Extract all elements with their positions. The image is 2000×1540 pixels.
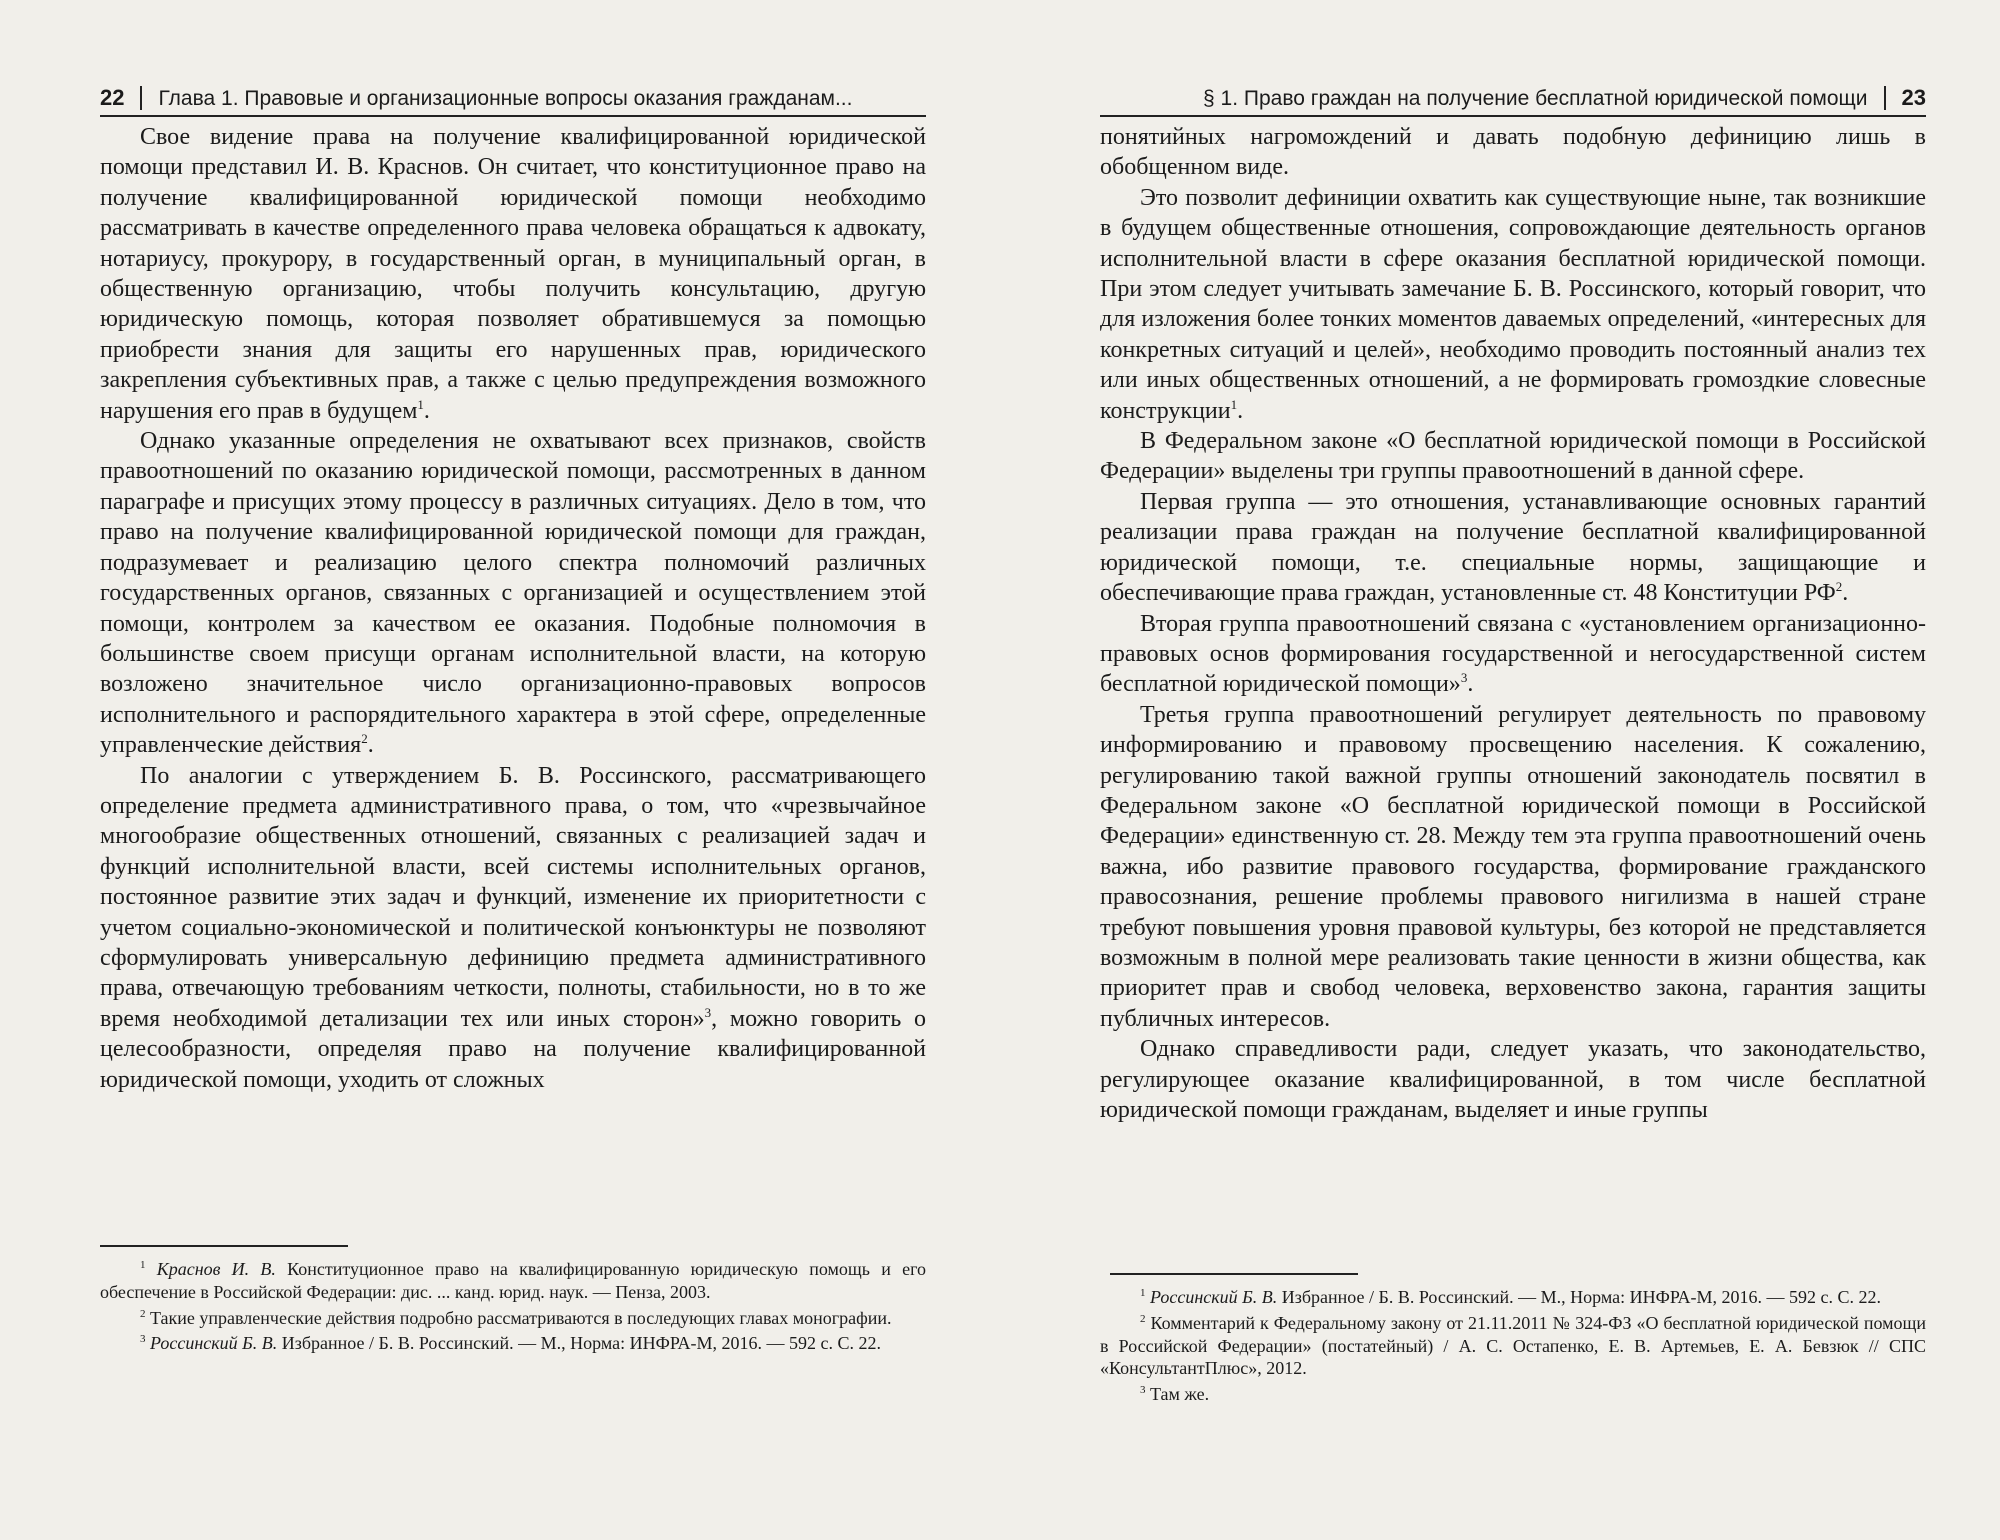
footnote-rule-right <box>1110 1273 1358 1275</box>
page-number-left: 22 <box>100 85 125 110</box>
footnote-rule-left <box>100 1245 348 1247</box>
running-head-right <box>1100 80 1926 116</box>
paragraph: Свое видение права на получение квалифицированной юридической помощи представил И. В. Краснов. Он считает, что конституционное право на получение квалифицированной юридической помощи необходимо рассматривать в качестве определенного права человека обращаться к адвокату, нотариусу, прокурору, в государственный орган, в муниципальный орган, в общественную организацию, чтобы получить консультацию, другую юридическую помощь, которая позволяет обратившемуся за помощью приобрести знания для защиты его нарушенных прав, юридического закрепления субъективных прав, а также с целью предупреждения возможного нарушения его прав в будущем$^1$. <box>100 124 926 424</box>
running-head-title-left: Глава 1. Правовые и организационные вопросы оказания гражданам... <box>158 87 853 110</box>
footnotes-right <box>1100 1286 1926 1409</box>
footnote: $^2$ Такие управленческие действия подробно рассматриваются в последующих главах монографии. <box>140 1307 892 1328</box>
footnote: $^3$ Там же. <box>1140 1384 1210 1405</box>
paragraph: Третья группа правоотношений регулирует деятельность по правовому информированию и правовому просвещению населения. К сожалению, регулированию такой важной группы отношений законодатель посвятил в Федеральном законе «О бесплатной юридической помощи в Российской Федерации» единственную ст. 28. Между тем эта группа правоотношений очень важна, ибо развитие правового государства, формирование гражданского правосознания, решение проблемы правового нигилизма в нашей стране требуют повышения уровня правовой культуры, без которой не представляется возможным в полной мере реализовать такие ценности в жизни общества, как приоритет прав и свобод человека, верховенство закона, гарантия защиты публичных интересов. <box>1100 701 1926 1032</box>
header-rule-left <box>100 115 926 117</box>
paragraph: Однако справедливости ради, следует указать, что законодательство, регулирующее оказание квалифицированной, в том числе бесплатной юридической помощи гражданам, выделяет и иные группы <box>1100 1036 1926 1123</box>
footnote-ref: 1 <box>417 396 424 412</box>
paragraph: Однако указанные определения не охватывают всех признаков, свойств правоотношений по оказанию юридической помощи, рассмотренных в данном параграфе и присущих этому процессу в различных ситуациях. Дело в том, что право на получение квалифицированной юридической помощи для граждан, подразумевает и реализацию целого спектра полномочий различных государственных органов, связанных с организацией и осуществлением этой помощи, контролем за качеством ее оказания. Подобные полномочия в большинстве своем присущи органам исполнительной власти, на которую возложено значительное число организационно-правовых вопросов исполнительного и распорядительного характера в этой сфере, определенные управленческие действия$^2$. <box>100 428 926 759</box>
footnotes-left <box>100 1258 926 1358</box>
paragraph: Первая группа — это отношения, устанавливающие основных гарантий реализации права граждан на получение бесплатной квалифицированной юридической помощи, т.е. специальные нормы, защищающие и обеспечивающие права граждан, установленные ст. 48 Конституции $РФ^2$. <box>1100 488 1926 607</box>
footnote: $^2$ Комментарий к Федеральному закону от 21.11.2011 № 324-ФЗ «О бесплатной юридической помощи в Российской Федерации» (постатейный) / А. С. Остапенко, Е. В. Артемьев, Е. А. Бевзюк // СПС «КонсультантПлюс», 2012. <box>1100 1312 1926 1379</box>
page-number-right: 23 <box>1901 85 1926 110</box>
footnote-ref: 3 <box>1460 670 1468 686</box>
footnote-ref: 2 <box>361 731 368 747</box>
header-separator <box>140 86 142 110</box>
paragraph: По аналогии с утверждением Б. В. Россинского, рассматривающего определение предмета административного права, о том, что «чрезвычайное многообразие общественных отношений, связанных с реализацией задач и функций исполнительной власти, всей системы исполнительных органов, постоянное развитие этих задач и функций, изменение их приоритетности с учетом социально-экономической и политической конъюнктуры не позволяют сформулировать универсальную дефиницию предмета административного права, отвечающую требованиям четкости, полноты, стабильности, но в то же время необходимой детализации тех или иных сторон»$^3$, можно говорить о целесообразности, определяя право на получение квалифицированной юридической помощи, уходить от сложных <box>100 762 926 1093</box>
right-page <box>1100 0 1926 1540</box>
footnote-ref: 1 <box>1230 396 1238 412</box>
paragraph: Вторая группа правоотношений связана с «установлением организационно-правовых основ формирования государственной и негосударственной систем бесплатной юридической помощи»$^3$. <box>1100 610 1926 698</box>
footnote: $^1$ Россинский Б. В. Избранное / Б. В. Россинский. — М., Норма: ИНФРА-М, 2016. — 592 с. С. 22. <box>1140 1287 1882 1307</box>
paragraph: В Федеральном законе «О бесплатной юридической помощи в Российской Федерации» выделены три группы правоотношений в данной сфере. <box>1100 428 1926 485</box>
footnote-ref: 3 <box>704 1004 712 1020</box>
running-head-left <box>100 80 926 116</box>
body-text-right <box>1100 122 1926 1125</box>
body-text-left <box>100 122 926 1095</box>
header-rule-right <box>1100 115 1926 117</box>
footnote-ref: 2 <box>1835 579 1843 595</box>
header-separator <box>1884 86 1886 110</box>
footnote: $^3$ Россинский Б. В. Избранное / Б. В. Россинский. — М., Норма: ИНФРА-М, 2016. — 592 с. С. 22. <box>140 1333 882 1354</box>
paragraph: Это позволит дефиниции охватить как существующие ныне, так возникшие в будущем общественные отношения, сопровождающие деятельность органов исполнительной власти в сфере оказания бесплатной юридической помощи. При этом следует учитывать замечание Б. В. Россинского, который говорит, что для изложения более тонких моментов даваемых определений, «интересных для конкретных ситуаций и целей», необходимо проводить постоянный анализ тех или иных общественных отношений, а не формировать громоздкие словесные конструкции$^1$. <box>1100 184 1926 424</box>
left-page <box>100 0 926 1540</box>
running-head-title-right: § 1. Право граждан на получение бесплатной юридической помощи <box>1203 87 1868 110</box>
footnote: $^1$ Краснов И. В. Конституционное право на квалифицированную юридическую помощь и его обеспечение в Российской Федерации: дис. ... канд. юрид. наук. — Пенза, 2003. <box>100 1259 926 1302</box>
paragraph: понятийных нагромождений и давать подобную дефиницию лишь в обобщенном виде. <box>1100 124 1926 181</box>
